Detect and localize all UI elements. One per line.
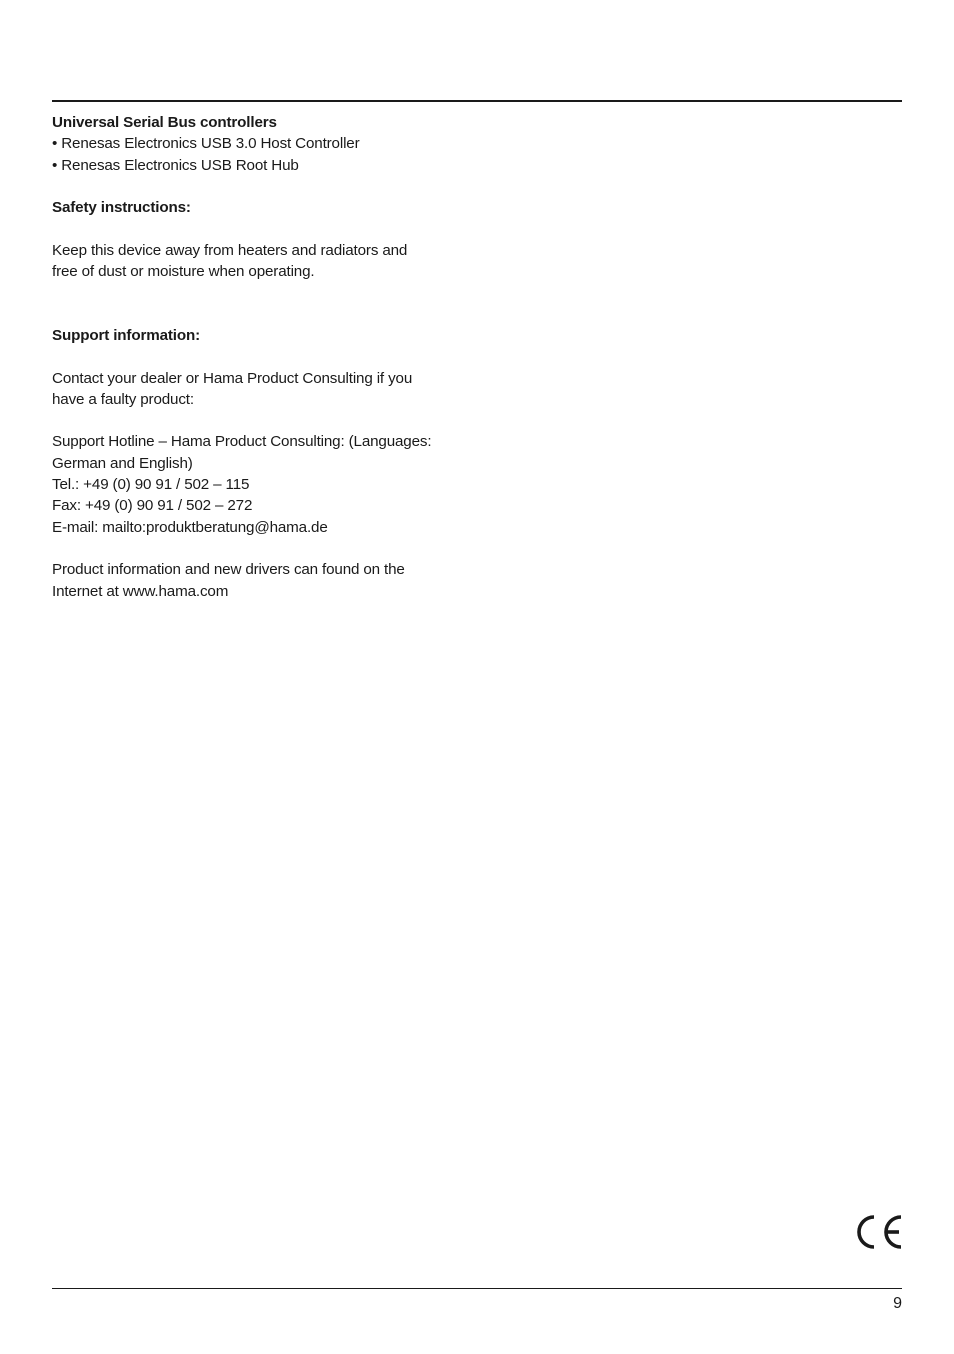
- support-hotline-line-1: Support Hotline – Hama Product Consulting: (Languages:: [52, 433, 432, 451]
- usb-item-root-hub: • Renesas Electronics USB Root Hub: [52, 156, 299, 174]
- usb-item-host-controller: • Renesas Electronics USB 3.0 Host Controller: [52, 135, 360, 153]
- usb-controllers-heading: Universal Serial Bus controllers: [52, 114, 277, 131]
- page-number: 9: [893, 1295, 902, 1312]
- support-fax: Fax: +49 (0) 90 91 / 502 – 272: [52, 497, 253, 515]
- safety-heading: Safety instructions:: [52, 199, 191, 217]
- top-rule: [52, 100, 902, 102]
- safety-text-line-1: Keep this device away from heaters and radiators and: [52, 241, 408, 259]
- support-intro-line-1: Contact your dealer or Hama Product Consulting if you: [52, 369, 413, 387]
- spacer: [52, 538, 472, 559]
- ce-mark-icon: [855, 1213, 905, 1251]
- safety-text-line-2: free of dust or moisture when operating.: [52, 263, 315, 281]
- spacer: [52, 282, 472, 325]
- support-hotline-line-2: German and English): [52, 454, 193, 472]
- support-tel: Tel.: +49 (0) 90 91 / 502 – 115: [52, 476, 250, 494]
- support-email: E-mail: mailto:produktberatung@hama.de: [52, 518, 328, 536]
- spacer: [52, 218, 472, 239]
- product-info-line-2: Internet at www.hama.com: [52, 582, 229, 600]
- document-body: [52, 112, 472, 602]
- product-info-line-1: Product information and new drivers can found on the: [52, 561, 405, 579]
- support-intro-line-2: have a faulty product:: [52, 390, 194, 408]
- bottom-rule: [52, 1288, 902, 1289]
- spacer: [52, 346, 472, 367]
- support-heading: Support information:: [52, 326, 201, 344]
- spacer: [52, 410, 472, 431]
- spacer: [52, 176, 472, 197]
